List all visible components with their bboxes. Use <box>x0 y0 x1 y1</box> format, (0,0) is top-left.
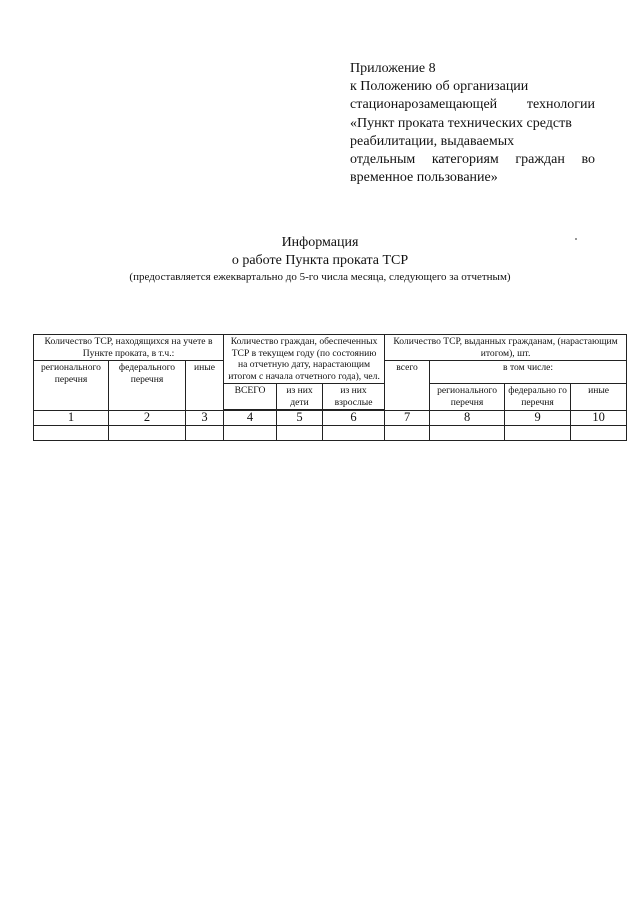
col-number: 1 <box>34 411 109 426</box>
data-cell <box>224 426 277 441</box>
group3-sub-header: в том числе: <box>430 361 627 384</box>
col-number: 9 <box>505 411 571 426</box>
data-cell <box>186 426 224 441</box>
appendix-block <box>350 60 595 187</box>
col-citizens-children: из них дети <box>277 384 323 410</box>
data-cell <box>323 426 385 441</box>
col-other: иные <box>186 361 224 411</box>
document-title: Информация <box>281 235 359 250</box>
appendix-line: временное пользование» <box>350 170 498 186</box>
appendix-line: Приложение 8 <box>350 61 436 76</box>
data-row <box>34 426 627 441</box>
data-cell <box>505 426 571 441</box>
group1-header: Количество ТСР, находящихся на учете в Пункте проката, в т.ч.: <box>34 335 224 361</box>
header-row <box>34 335 627 361</box>
data-cell <box>277 426 323 441</box>
col-total-issued: всего <box>385 361 430 411</box>
col-number: 2 <box>109 411 186 426</box>
col-issued-federal: федерально го перечня <box>505 384 571 411</box>
document-subtitle: о работе Пункта проката ТСР <box>231 253 409 268</box>
data-cell <box>109 426 186 441</box>
appendix-line: стационарозамещающей технологии <box>350 97 595 113</box>
appendix-line: отдельным категориям граждан во <box>350 152 595 168</box>
number-row <box>34 411 627 426</box>
col-citizens-total: ВСЕГО <box>224 384 277 410</box>
document-note: (предоставляется ежеквартально до 5-го числа месяца, следующего за отчетным) <box>129 271 511 283</box>
col-federal: федерального перечня <box>109 361 186 411</box>
col-number: 3 <box>186 411 224 426</box>
group3-header: Количество ТСР, выданных гражданам, (нарастающим итогом), шт. <box>385 335 627 361</box>
data-cell <box>34 426 109 441</box>
data-cell <box>430 426 505 441</box>
info-table <box>33 334 627 441</box>
appendix-line: реабилитации, выдаваемых <box>350 133 515 149</box>
col-citizens-adults: из них взрослые <box>323 384 385 410</box>
data-cell <box>571 426 627 441</box>
col-number: 6 <box>323 411 385 426</box>
col-number: 7 <box>385 411 430 426</box>
col-number: 5 <box>277 411 323 426</box>
col-issued-other: иные <box>571 384 627 411</box>
appendix-line: к Положению об организации <box>350 79 529 95</box>
group2-header: Количество граждан, обеспеченных ТСР в текущем году (по состоянию на отчетную дату, нарастающим итогом с начала отчетного года), чел. <box>224 335 385 384</box>
data-cell <box>385 426 430 441</box>
appendix-line: «Пункт проката технических средств <box>350 115 572 131</box>
col-issued-regional: регионального перечня <box>430 384 505 411</box>
col-regional: регионального перечня <box>34 361 109 411</box>
col-number: 10 <box>571 411 627 426</box>
col-number: 4 <box>224 411 277 426</box>
col-number: 8 <box>430 411 505 426</box>
